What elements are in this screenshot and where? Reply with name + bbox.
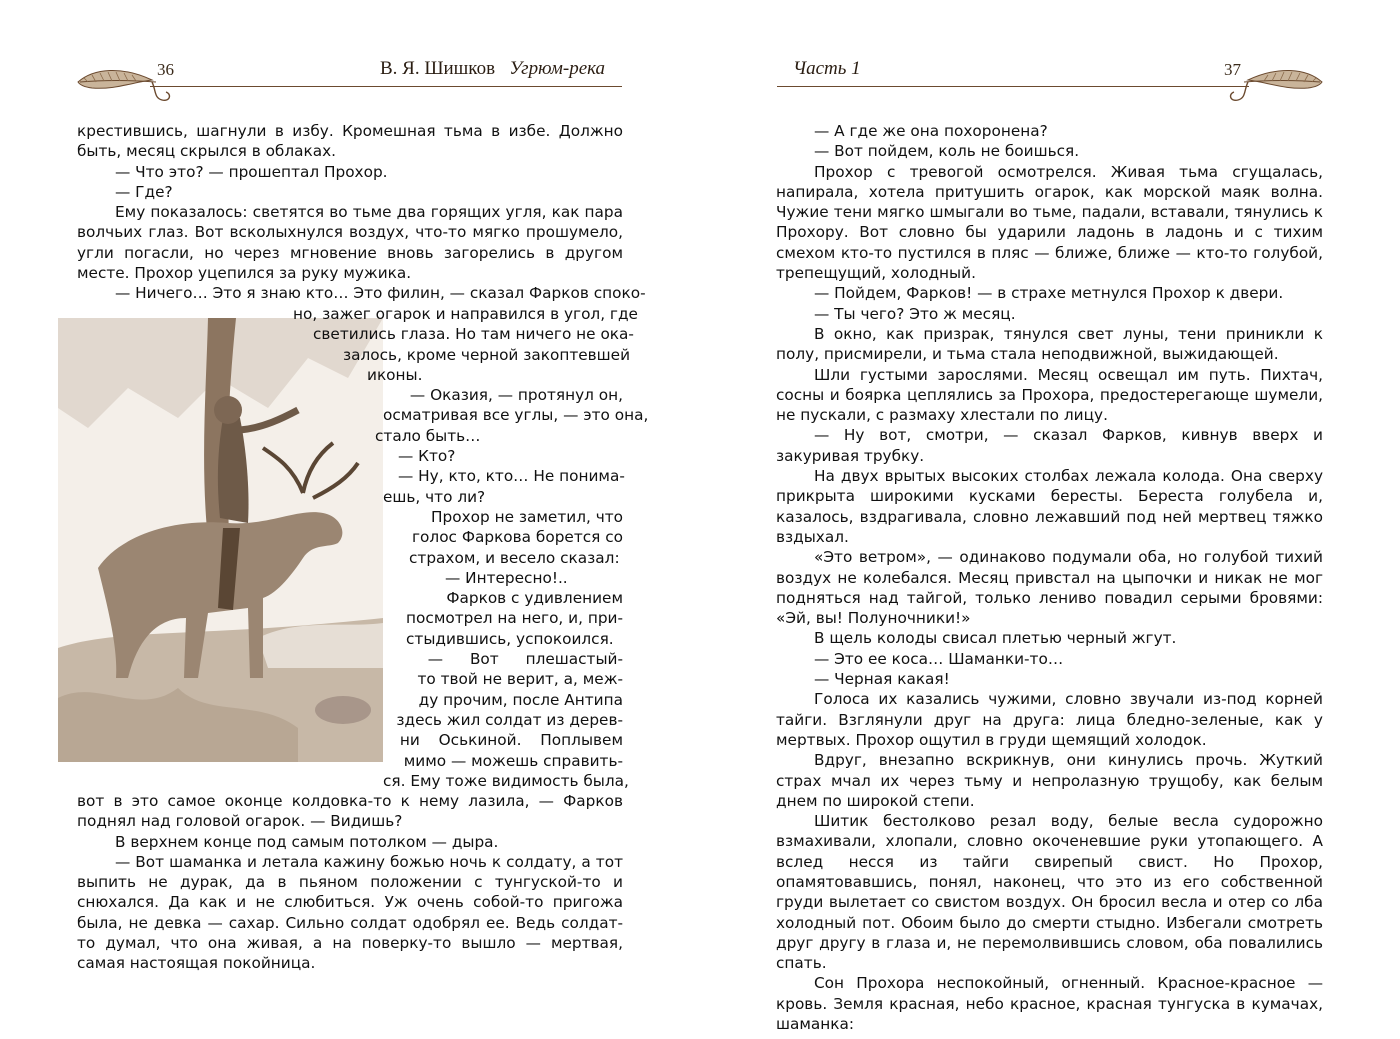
wrapped-line: залось, кроме черной закоптевшей xyxy=(343,345,631,364)
wrapped-line: стыдившись, успокоился. xyxy=(406,629,614,648)
paragraph: «Это ветром», — одинаково подумали оба, но голубой тихий воздух не колебался. Месяц привстал на цыпочки и никак не мог подняться над тайгой, только лениво повадил серыми бровями: «Эй, вы! Полуночники!» xyxy=(776,548,1323,628)
wrapped-line: посмотрел на него, и, при- xyxy=(406,609,623,628)
wrapped-line: осматривая все углы, — это она, xyxy=(383,406,649,425)
left-header xyxy=(0,50,700,90)
wrapped-line: голос Фаркова борется со xyxy=(412,528,623,547)
wrapped-line: страхом, и весело сказал: xyxy=(409,548,620,567)
book-title: Угрюм-река xyxy=(509,58,606,79)
paragraph: — Ничего… Это я знаю кто… Это филин, — сказал Фарков споко- xyxy=(115,284,646,303)
paragraph: — Черная какая! xyxy=(814,670,950,689)
left-text-bottom xyxy=(77,791,623,974)
paragraph: Голоса их казались чужими, словно звучали из-под корней тайги. Взглянули друг на друга: лица бледно-зеленые, как у мертвых. Прохор ощутил в груди щемящий холодок. xyxy=(776,690,1323,749)
paragraph: — Что это? — прошептал Прохор. xyxy=(115,162,388,181)
wrapped-line: — Кто? xyxy=(398,447,456,466)
paragraph: — Это ее коса… Шаманки-то… xyxy=(814,649,1064,668)
wrapped-line: — Интересно!.. xyxy=(445,568,568,587)
wrapped-line: здесь жил солдат из дерев- xyxy=(396,710,623,729)
left-text-top xyxy=(77,121,646,304)
reindeer-rider-illustration xyxy=(58,318,383,762)
wrapped-line: ся. Ему тоже видимость была, xyxy=(383,771,629,790)
left-text-wrapped xyxy=(293,304,649,791)
wrapped-line: Фарков с удивлением xyxy=(446,589,623,608)
paragraph: В щель колоды свисал плетью черный жгут. xyxy=(814,629,1177,648)
feather-ornament-icon xyxy=(74,60,194,104)
wrapped-line: ду прочим, после Антипа xyxy=(418,690,623,709)
paragraph: Сон Прохора неспокойный, огненный. Красное-красное — кровь. Земля красная, небо красное, красная тунгуска в кумачах, шаманка: xyxy=(776,974,1323,1034)
paragraph: Шитик бестолково резал воду, белые весла судорожно взмахивали, хлопали, словно окоченевшие руки утопающего. А вслед несся из тайги свирепый свист. Но Прохор, опамятовавшись, понял, наконец, что это из его собственной груди вылетает со свистом воздух. Он бросил весла и отер со лба холодный пот. Обоим было до смерти стыдно. Избегали смотреть друг другу в глаза и, не перемолвившись словом, оба повалились спать. xyxy=(776,812,1323,973)
wrapped-line: ни Оськиной. Поплывем xyxy=(399,731,623,750)
wrapped-line: — Ну, кто, кто… Не понима- xyxy=(398,467,625,486)
wrapped-line: — Вот плешастый- xyxy=(427,650,623,669)
paragraph: вот в это самое оконце колдовка-то к нему лазила, — Фарков поднял над головой огарок. — Видишь? xyxy=(77,792,623,831)
paragraph: — Ну вот, смотри, — сказал Фарков, кивнув вверх и закуривая трубку. xyxy=(776,426,1323,465)
paragraph: Ему показалось: светятся во тьме два горящих угля, как пара волчьих глаз. Вот всколыхнулся воздух, что-то мягко прошумело, угли погасли, но через мгновение вновь загорелись в другом месте. Прохор уцепился за руку мужика. xyxy=(77,203,623,283)
paragraph: — Вот шаманка и летала кажину божью ночь к солдату, а тот выпить не дурак, да в пьяном положении с тунгуской-то и снюхался. Да как и не слюбиться. Уж очень собой-то пригожа была, не девка — сахар. Сильно солдат одобрял ее. Ведь солдат-то думал, что она живая, а на поверку-то вышло — мертвая, самая настоящая покойница. xyxy=(77,852,623,973)
right-text xyxy=(776,121,1323,1034)
wrapped-line: мимо — можешь справить- xyxy=(403,751,623,770)
paragraph: — Ты чего? Это ж месяц. xyxy=(814,304,1016,323)
feather-ornament-icon xyxy=(1206,60,1326,104)
wrapped-line: Прохор не заметил, что xyxy=(431,507,623,526)
page-number: 36 xyxy=(157,60,174,79)
paragraph: Вдруг, внезапно вскрикнув, они кинулись прочь. Жуткий страх мчал их через тьму и непролазную трущобу, как белым днем по широкой степи. xyxy=(776,751,1323,810)
paragraph: В верхнем конце под самым потолком — дыра. xyxy=(115,832,499,851)
wrapped-line: ешь, что ли? xyxy=(383,487,486,506)
right-header xyxy=(700,50,1400,90)
wrapped-line: то твой не верит, а, меж- xyxy=(417,670,623,689)
paragraph: Прохор с тревогой осмотрелся. Живая тьма сгущалась, напирала, хотела притушить огарок, как морской маяк волна. Чужие тени мягко шмыгали во тьме, падали, вставали, тянулись к Прохору. Вот словно бы ударили ладонь в ладонь и с тихим смехом кто-то пустился в пляс — ближе, ближе — кто-то голубой, трепещущий, холодный. xyxy=(776,162,1323,283)
right-page xyxy=(700,0,1400,1039)
paragraph: В окно, как призрак, тянулся свет луны, тени приникли к полу, присмирели, и тьма стала неподвижной, выжидающей. xyxy=(776,324,1323,364)
wrapped-line: но, зажег огарок и направился в угол, где xyxy=(293,305,638,323)
wrapped-line: — Оказия, — протянул он, xyxy=(409,386,623,405)
paragraph: — Где? xyxy=(115,182,173,201)
wrapped-line: иконы. xyxy=(367,365,423,384)
wrapped-line: стало быть… xyxy=(375,426,481,445)
paragraph: Шли густыми зарослями. Месяц освещал им путь. Пихтач, сосны и боярка цеплялись за Прохора, предостерегающе шумели, не пускали, с размаху хлестали по лицу. xyxy=(776,365,1323,425)
paragraph: — Вот пойдем, коль не боишься. xyxy=(814,142,1080,161)
part-title: Часть 1 xyxy=(793,58,861,79)
page-number: 37 xyxy=(1224,60,1241,79)
author-name: В. Я. Шишков xyxy=(380,58,496,79)
header-rule xyxy=(777,86,1249,87)
paragraph: — А где же она похоронена? xyxy=(814,122,1048,140)
paragraph: — Пойдем, Фарков! — в страхе метнулся Прохор к двери. xyxy=(814,284,1284,303)
paragraph: крестившись, шагнули в избу. Кромешная тьма в избе. Должно быть, месяц скрылся в облаках. xyxy=(77,122,623,161)
wrapped-line: светились глаза. Но там ничего не ока- xyxy=(313,325,634,344)
running-head xyxy=(380,58,605,80)
header-rule xyxy=(150,86,622,87)
paragraph: На двух врытых высоких столбах лежала колода. Она сверху прикрыта широкими кусками бересты. Береста голубела и, казалось, вздрагивала, словно лежавший под ней мертвец тяжко вздыхал. xyxy=(776,467,1323,546)
